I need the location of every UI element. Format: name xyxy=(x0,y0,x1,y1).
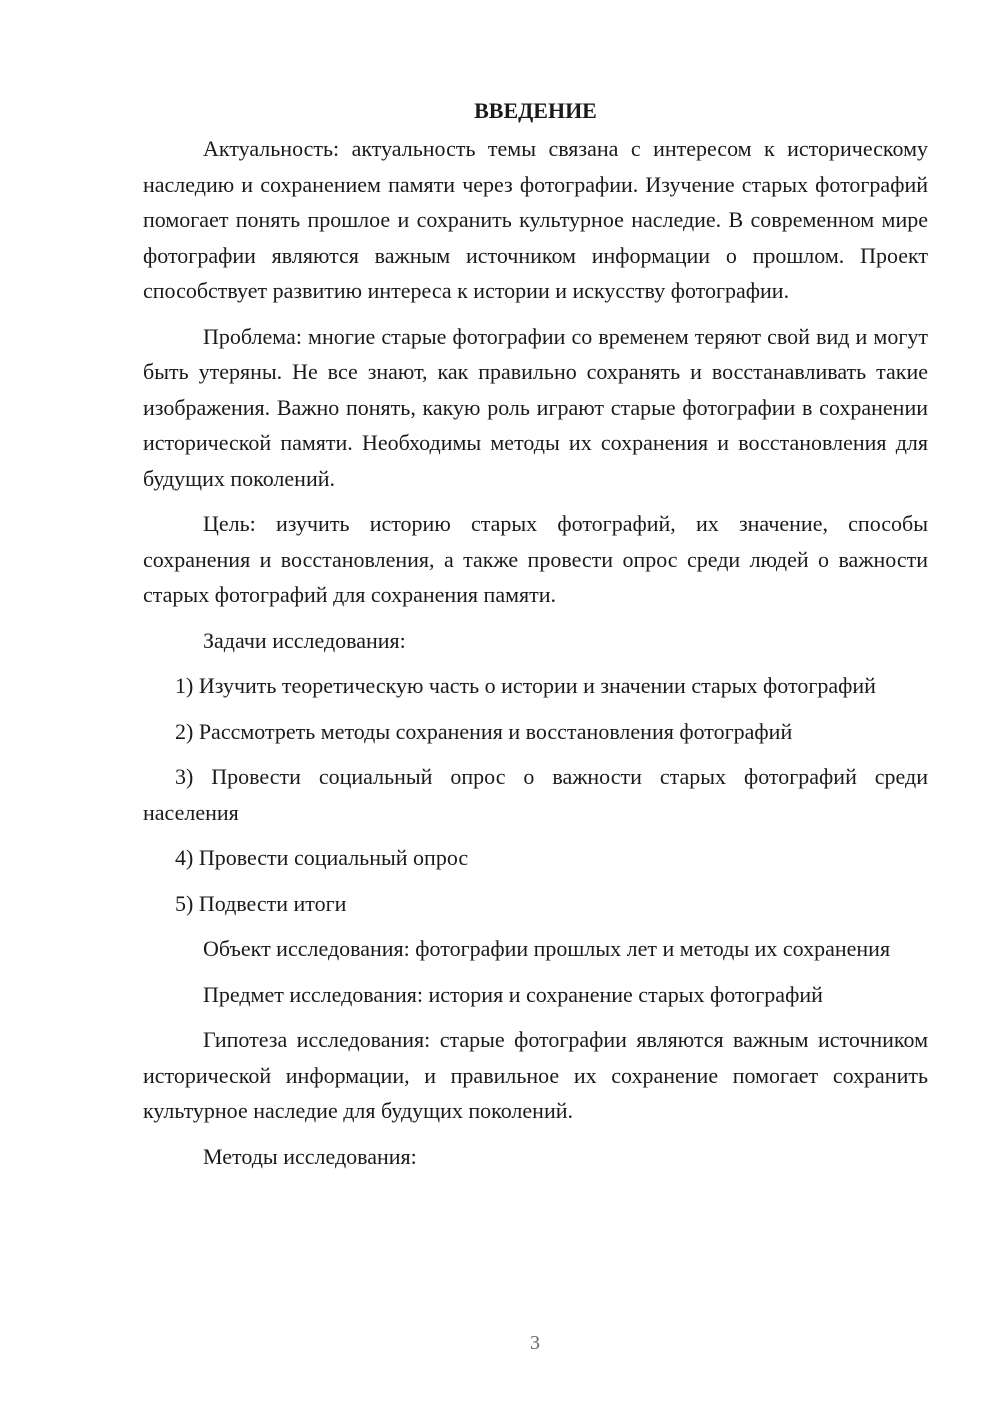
problem-paragraph: Проблема: многие старые фотографии со временем теряют свой вид и могут быть утеряны. Не все знают, как правильно сохранять и восстанавливать такие изображения. Важно понять, какую роль играют старые фотографии в сохранении исторической памяти. Необходимы методы их сохранения и восстановления для будущих поколений. xyxy=(143,323,928,491)
task-item: 1) Изучить теоретическую часть о истории и значении старых фотографий xyxy=(175,673,876,698)
tasks-heading: Задачи исследования: xyxy=(203,627,406,653)
document-page xyxy=(143,96,928,1184)
task-item: 2) Рассмотреть методы сохранения и восстановления фотографий xyxy=(175,718,793,744)
hypothesis-paragraph: Гипотеза исследования: старые фотографии являются важным источником исторической информации, и правильное их сохранение помогает сохранить культурное наследие для будущих поколений. xyxy=(143,1027,928,1123)
subject-paragraph: Предмет исследования: история и сохранение старых фотографий xyxy=(203,981,823,1007)
page-title: ВВЕДЕНИЕ xyxy=(474,98,597,123)
page-number: 3 xyxy=(530,1332,540,1354)
task-item: 3) Провести социальный опрос о важности старых фотографий среди населения xyxy=(143,764,928,825)
task-item: 4) Провести социальный опрос xyxy=(175,845,469,870)
goal-paragraph: Цель: изучить историю старых фотографий, их значение, способы сохранения и восстановления, а также провести опрос среди людей о важности старых фотографий для сохранения памяти. xyxy=(143,511,928,607)
object-paragraph: Объект исследования: фотографии прошлых лет и методы их сохранения xyxy=(203,936,891,961)
methods-heading: Методы исследования: xyxy=(203,1143,417,1169)
task-item: 5) Подвести итоги xyxy=(175,890,347,916)
relevance-paragraph: Актуальность: актуальность темы связана с интересом к историческому наследию и сохранением памяти через фотографии. Изучение старых фотографий помогает понять прошлое и сохранить культурное наследие. В современном мире фотографии являются важным источником информации о прошлом. Проект способствует развитию интереса к истории и искусству фотографии. xyxy=(143,136,928,303)
